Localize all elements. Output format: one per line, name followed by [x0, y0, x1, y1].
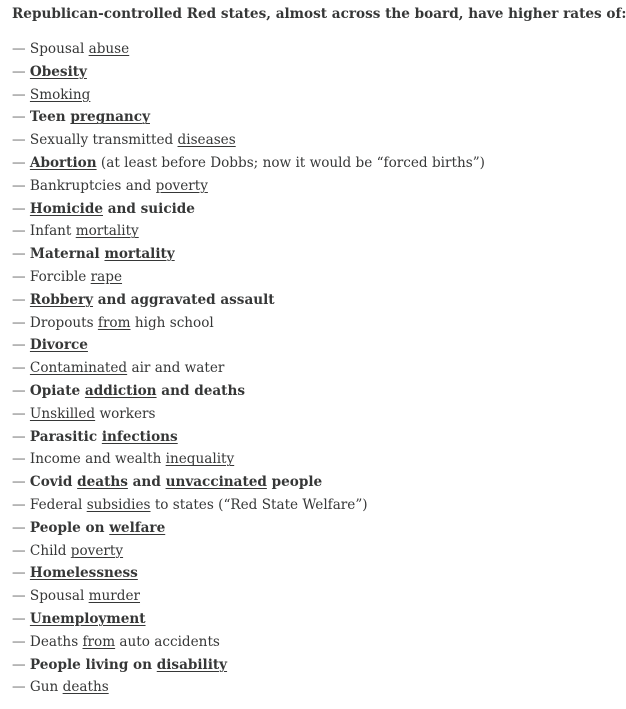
list-item-text-part: Infant [29, 223, 76, 240]
list-item-text-part: Dropouts [29, 314, 98, 331]
em-dash: — [12, 314, 30, 331]
list-item-text [30, 406, 156, 422]
list-item-text [30, 565, 138, 581]
list-item-text-part: Forcible [29, 268, 91, 285]
higher-rates-list [12, 38, 547, 699]
list-item-text [30, 474, 322, 490]
em-dash: — [12, 542, 30, 559]
inline-link[interactable]: poverty [155, 177, 208, 194]
list-item-text-part: Bankruptcies and [29, 177, 156, 194]
list-item-text-part: Spousal [29, 588, 89, 605]
inline-link[interactable]: welfare [109, 519, 166, 536]
em-dash: — [12, 382, 30, 399]
list-item [12, 357, 547, 380]
list-item-text [30, 292, 275, 308]
inline-link[interactable]: subsidies [86, 496, 151, 513]
em-dash: — [12, 656, 30, 673]
list-item-text-part: to states (“Red State Welfare”) [150, 496, 368, 513]
list-item-text [30, 269, 122, 285]
em-dash: — [12, 177, 30, 194]
list-item-text-part: air and water [127, 360, 225, 377]
inline-link[interactable]: infections [101, 428, 178, 445]
em-dash: — [12, 496, 30, 513]
list-item [12, 266, 547, 289]
list-item [12, 198, 547, 221]
inline-link[interactable]: diseases [177, 132, 236, 149]
list-item-text [30, 360, 224, 376]
list-item-text [30, 588, 140, 604]
list-item-text [30, 201, 195, 217]
inline-link[interactable]: murder [88, 588, 141, 605]
list-item-text [30, 337, 88, 353]
list-item [12, 84, 547, 107]
em-dash: — [12, 268, 30, 285]
em-dash: — [12, 246, 30, 263]
list-item-text [30, 497, 368, 513]
list-item [12, 540, 547, 563]
em-dash: — [12, 428, 30, 445]
inline-link[interactable]: Homicide [29, 200, 103, 217]
list-item-text [30, 155, 485, 171]
list-item-text-part: Federal [29, 496, 87, 513]
list-item-text-part: auto accidents [115, 633, 220, 650]
inline-link[interactable]: Unskilled [29, 405, 96, 422]
inline-link[interactable]: deaths [77, 474, 128, 491]
list-item-text [30, 223, 139, 239]
list-item [12, 448, 547, 471]
list-item-text-part: Maternal [29, 246, 105, 263]
list-item [12, 152, 547, 175]
list-item [12, 494, 547, 517]
list-heading: Republican-controlled Red states, almost across the board, have higher rates of: [12, 6, 626, 22]
inline-link[interactable]: Homelessness [29, 565, 138, 582]
list-item-text-part: and suicide [102, 200, 195, 217]
inline-link[interactable]: Unemployment [29, 610, 146, 627]
inline-link[interactable]: abuse [88, 41, 130, 57]
inline-link[interactable]: mortality [104, 246, 175, 263]
list-item-text-part: People on [29, 519, 110, 536]
list-item-text [30, 657, 227, 673]
inline-link[interactable]: unvaccinated [165, 474, 267, 491]
list-item [12, 562, 547, 585]
list-item [12, 334, 547, 357]
em-dash: — [12, 474, 30, 491]
em-dash: — [12, 63, 30, 80]
inline-link[interactable]: inequality [165, 451, 235, 468]
em-dash: — [12, 200, 30, 217]
list-item-text [30, 383, 245, 399]
list-item-text-part: Child [29, 542, 71, 559]
list-item [12, 175, 547, 198]
list-item-text-part: Opiate [29, 382, 85, 399]
inline-link[interactable]: Abortion [29, 154, 97, 171]
em-dash: — [12, 360, 30, 377]
list-item-text [30, 611, 146, 627]
list-item-text-part: Teen [29, 109, 71, 126]
list-item-text-part: and [127, 474, 166, 491]
list-item-text-part: Sexually transmitted [29, 132, 178, 149]
list-item-text-part: workers [95, 405, 156, 422]
em-dash: — [12, 679, 30, 696]
em-dash: — [12, 86, 30, 103]
list-item [12, 654, 547, 677]
list-item-text-part: Income and wealth [29, 451, 166, 468]
list-item [12, 426, 547, 449]
list-item-text-part: Gun [29, 679, 63, 696]
inline-link[interactable]: from [82, 633, 116, 650]
list-item-text [30, 429, 178, 445]
list-item-text-part: and deaths [156, 382, 246, 399]
em-dash: — [12, 610, 30, 627]
list-item-text-part: Covid [29, 474, 78, 491]
em-dash: — [12, 405, 30, 422]
list-item [12, 676, 547, 699]
inline-link[interactable]: Obesity [29, 63, 87, 80]
list-item-text [30, 87, 90, 103]
list-item [12, 471, 547, 494]
list-item [12, 129, 547, 152]
em-dash: — [12, 451, 30, 468]
list-item [12, 608, 547, 631]
list-item-text-part: People living on [29, 656, 157, 673]
em-dash: — [12, 565, 30, 582]
em-dash: — [12, 633, 30, 650]
list-item-text-part: and aggravated assault [93, 291, 275, 308]
inline-link[interactable]: rape [90, 268, 123, 285]
list-item-text [30, 634, 220, 650]
list-item-text [30, 451, 234, 467]
list-item-text-part: people [266, 474, 323, 491]
em-dash: — [12, 588, 30, 605]
list-item-text [30, 178, 208, 194]
list-item-text [30, 246, 175, 262]
list-item-text [30, 64, 87, 80]
inline-link[interactable]: addiction [84, 382, 157, 399]
em-dash: — [12, 132, 30, 149]
list-item [12, 380, 547, 403]
list-item [12, 403, 547, 426]
list-item [12, 106, 547, 129]
list-item [12, 220, 547, 243]
list-item-text [30, 520, 165, 536]
list-item-text [30, 109, 150, 125]
inline-link[interactable]: pregnancy [70, 109, 150, 126]
inline-link[interactable]: Smoking [29, 86, 91, 103]
list-item-text-part: (at least before Dobbs; now it would be “forced births”) [96, 154, 485, 171]
em-dash: — [12, 109, 30, 126]
em-dash: — [12, 154, 30, 171]
list-item [12, 61, 547, 84]
list-item-text [30, 41, 129, 57]
inline-link[interactable]: disability [156, 656, 228, 673]
list-item-text-part: Deaths [29, 633, 83, 650]
list-item [12, 312, 547, 335]
list-item [12, 517, 547, 540]
inline-link[interactable]: Divorce [29, 337, 88, 354]
em-dash: — [12, 337, 30, 354]
list-item [12, 631, 547, 654]
list-item [12, 585, 547, 608]
inline-link[interactable]: poverty [70, 542, 124, 559]
inline-link[interactable]: Contaminated [29, 360, 128, 377]
inline-link[interactable]: deaths [62, 679, 109, 696]
inline-link[interactable]: from [97, 314, 131, 331]
list-item-text [30, 679, 109, 695]
list-item [12, 243, 547, 266]
em-dash: — [12, 519, 30, 536]
em-dash: — [12, 291, 30, 308]
list-item-text-part: high school [130, 314, 214, 331]
list-item [12, 289, 547, 312]
list-item-text [30, 543, 123, 559]
em-dash: — [12, 41, 30, 57]
list-item-text [30, 132, 236, 148]
em-dash: — [12, 223, 30, 240]
list-item-text [30, 315, 214, 331]
list-item-text-part: Parasitic [29, 428, 102, 445]
inline-link[interactable]: Robbery [29, 291, 94, 308]
list-item [12, 38, 547, 61]
inline-link[interactable]: mortality [75, 223, 139, 240]
list-item-text-part: Spousal [29, 41, 89, 57]
